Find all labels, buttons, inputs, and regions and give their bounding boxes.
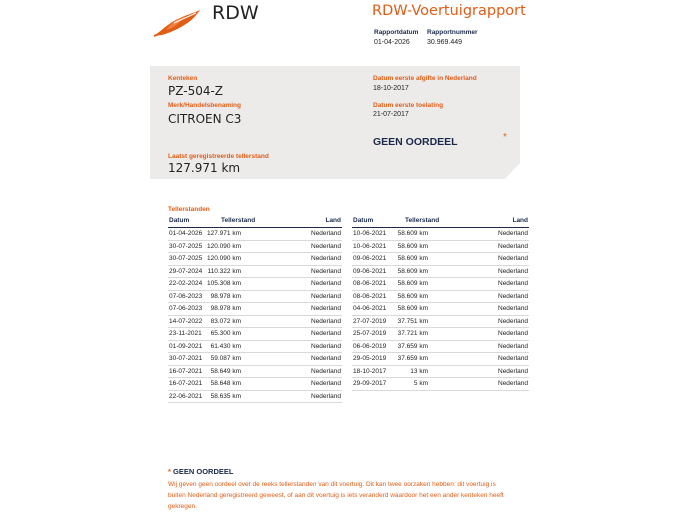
reading-odometer: 58.648 km (210, 380, 241, 387)
reading-country: Nederland (311, 305, 341, 312)
first-issue-date: 18-10-2017 (373, 85, 409, 92)
reading-odometer: 58.635 km (210, 392, 241, 400)
reading-country: Nederland (498, 355, 528, 362)
reading-odometer: 58.609 km (397, 280, 428, 287)
reading-country: Nederland (498, 367, 528, 375)
reading-country: Nederland (311, 392, 341, 400)
reading-country: Nederland (311, 367, 341, 375)
table-row (352, 303, 529, 316)
footnote-title-text: GEEN OORDEEL (173, 467, 234, 476)
reading-country: Nederland (498, 230, 528, 237)
reading-country: Nederland (498, 342, 528, 350)
reading-country: Nederland (311, 317, 341, 325)
col-country-header: Land (325, 217, 341, 224)
report-title: RDW-Voertuigrapport (372, 3, 526, 19)
table-row (168, 241, 342, 254)
table-row (352, 291, 529, 304)
readings-table-left (168, 216, 342, 403)
reading-odometer: 5 km (413, 380, 428, 387)
reading-date: 09-06-2021 (353, 267, 387, 275)
table-row (352, 241, 529, 254)
reading-country: Nederland (498, 330, 528, 337)
table-row (352, 278, 529, 291)
rdw-leaf-logo-icon (152, 8, 202, 38)
reading-date: 08-06-2021 (353, 292, 387, 300)
reading-odometer: 58.609 km (397, 230, 428, 237)
reading-country: Nederland (498, 380, 528, 387)
reading-odometer: 13 km (410, 367, 428, 375)
brand-name: RDW (212, 2, 259, 24)
make-label: Merk/Handelsbenaming (168, 102, 241, 109)
reading-country: Nederland (311, 242, 341, 250)
reading-date: 10-06-2021 (353, 242, 387, 250)
reading-date: 01-09-2021 (169, 342, 203, 350)
verdict-star: * (503, 132, 507, 143)
reading-odometer: 37.751 km (397, 317, 428, 325)
reading-odometer: 58.609 km (397, 255, 428, 262)
reading-date: 27-07-2019 (353, 317, 387, 325)
reading-odometer: 37.659 km (397, 355, 428, 362)
license-plate: PZ-504-Z (168, 84, 224, 98)
first-admission-label: Datum eerste toelating (373, 102, 444, 109)
reading-date: 04-06-2021 (353, 305, 387, 312)
table-row (168, 391, 342, 404)
report-number: 30.969.449 (427, 39, 463, 46)
reading-country: Nederland (498, 292, 528, 300)
table-row (168, 378, 342, 391)
reading-date: 08-06-2021 (353, 280, 387, 287)
col-date-header: Datum (353, 217, 374, 224)
table-row (168, 278, 342, 291)
reading-country: Nederland (498, 242, 528, 250)
reading-odometer: 120.090 km (207, 242, 241, 250)
table-row (168, 266, 342, 279)
col-date-header: Datum (169, 217, 190, 224)
reading-odometer: 98.978 km (210, 305, 241, 312)
reading-odometer: 110.322 km (207, 267, 241, 275)
reading-date: 09-06-2021 (353, 255, 387, 262)
reading-date: 16-07-2021 (169, 367, 203, 375)
table-row (168, 303, 342, 316)
reading-date: 07-06-2023 (169, 305, 203, 312)
table-header (168, 216, 342, 228)
odometer-label: Laatst geregistreerde tellerstand (168, 153, 269, 160)
reading-date: 10-06-2021 (353, 230, 387, 237)
readings-title: Tellerstanden (168, 206, 210, 213)
reading-date: 30-07-2025 (169, 242, 203, 250)
reading-country: Nederland (498, 255, 528, 262)
last-odometer: 127.971 km (168, 161, 241, 175)
reading-country: Nederland (498, 317, 528, 325)
readings-table-right (352, 216, 529, 391)
reading-country: Nederland (311, 255, 341, 262)
col-odometer-header: Tellerstand (405, 217, 440, 224)
reading-odometer: 58.609 km (397, 305, 428, 312)
reading-date: 07-06-2023 (169, 292, 203, 300)
reading-country: Nederland (498, 305, 528, 312)
panel-corner-cut (505, 163, 520, 179)
reading-date: 22-06-2021 (169, 392, 203, 400)
reading-odometer: 65.300 km (210, 330, 241, 337)
first-admission-date: 21-07-2017 (373, 111, 409, 118)
reading-odometer: 59.087 km (210, 355, 241, 362)
reading-date: 18-10-2017 (353, 367, 387, 375)
reading-odometer: 83.072 km (210, 317, 241, 325)
reading-odometer: 58.609 km (397, 242, 428, 250)
table-row (352, 341, 529, 354)
reading-date: 14-07-2022 (169, 317, 203, 325)
reading-country: Nederland (311, 230, 341, 237)
reading-odometer: 58.609 km (397, 267, 428, 275)
reading-odometer: 37.659 km (397, 342, 428, 350)
table-row (168, 228, 342, 241)
reading-country: Nederland (311, 330, 341, 337)
report-date: 01-04-2026 (374, 39, 410, 46)
table-row (352, 366, 529, 379)
col-odometer-header: Tellerstand (221, 217, 256, 224)
reading-odometer: 58.609 km (397, 292, 428, 300)
plate-label: Kenteken (168, 75, 198, 82)
reading-country: Nederland (311, 280, 341, 287)
reading-date: 22-02-2024 (169, 280, 203, 287)
reading-country: Nederland (311, 342, 341, 350)
reading-date: 01-04-2026 (169, 230, 203, 237)
reading-date: 30-07-2025 (169, 255, 203, 262)
table-row (168, 341, 342, 354)
reading-country: Nederland (311, 355, 341, 362)
footnote-star: * (168, 467, 171, 476)
report-number-label: Rapportnummer (427, 29, 478, 36)
reading-odometer: 98.978 km (210, 292, 241, 300)
table-row (352, 353, 529, 366)
reading-odometer: 105.308 km (207, 280, 241, 287)
table-row (352, 328, 529, 341)
reading-date: 25-07-2019 (353, 330, 387, 337)
table-header (352, 216, 529, 228)
table-row (168, 366, 342, 379)
reading-country: Nederland (498, 267, 528, 275)
table-row (168, 253, 342, 266)
reading-country: Nederland (311, 267, 341, 275)
table-row (168, 291, 342, 304)
reading-odometer: 37.721 km (397, 330, 428, 337)
reading-date: 30-07-2021 (169, 355, 203, 362)
verdict: GEEN OORDEEL (373, 136, 458, 148)
table-row (352, 253, 529, 266)
vehicle-make: CITROEN C3 (168, 112, 242, 126)
reading-date: 29-09-2017 (353, 380, 387, 387)
reading-date: 29-07-2024 (169, 267, 203, 275)
table-row (168, 328, 342, 341)
table-row (352, 228, 529, 241)
table-row (352, 378, 529, 391)
reading-odometer: 127.971 km (207, 230, 241, 237)
col-country-header: Land (512, 217, 528, 224)
table-row (168, 353, 342, 366)
reading-odometer: 58.649 km (210, 367, 241, 375)
reading-country: Nederland (311, 292, 341, 300)
reading-odometer: 120.090 km (207, 255, 241, 262)
reading-date: 29-05-2019 (353, 355, 387, 362)
table-row (352, 316, 529, 329)
reading-date: 23-11-2021 (169, 330, 202, 337)
table-row (168, 316, 342, 329)
report-date-label: Rapportdatum (374, 29, 419, 36)
reading-date: 16-07-2021 (169, 380, 203, 387)
table-row (352, 266, 529, 279)
first-issue-label: Datum eerste afgifte in Nederland (373, 75, 477, 82)
reading-country: Nederland (498, 280, 528, 287)
reading-country: Nederland (311, 380, 341, 387)
reading-date: 06-06-2019 (353, 342, 387, 350)
footnote-title (168, 467, 233, 476)
reading-odometer: 61.430 km (210, 342, 241, 350)
footnote-text: Wij geven geen oordeel over de reeks tellerstanden van dit voertuig. Dit kan twee oorzaken hebben: dit voertuig is buiten Nederland geregistreerd geweest, of aan dit voertuig is iets veranderd waardoor het een ander kenteken heeft gekregen. (168, 481, 504, 510)
